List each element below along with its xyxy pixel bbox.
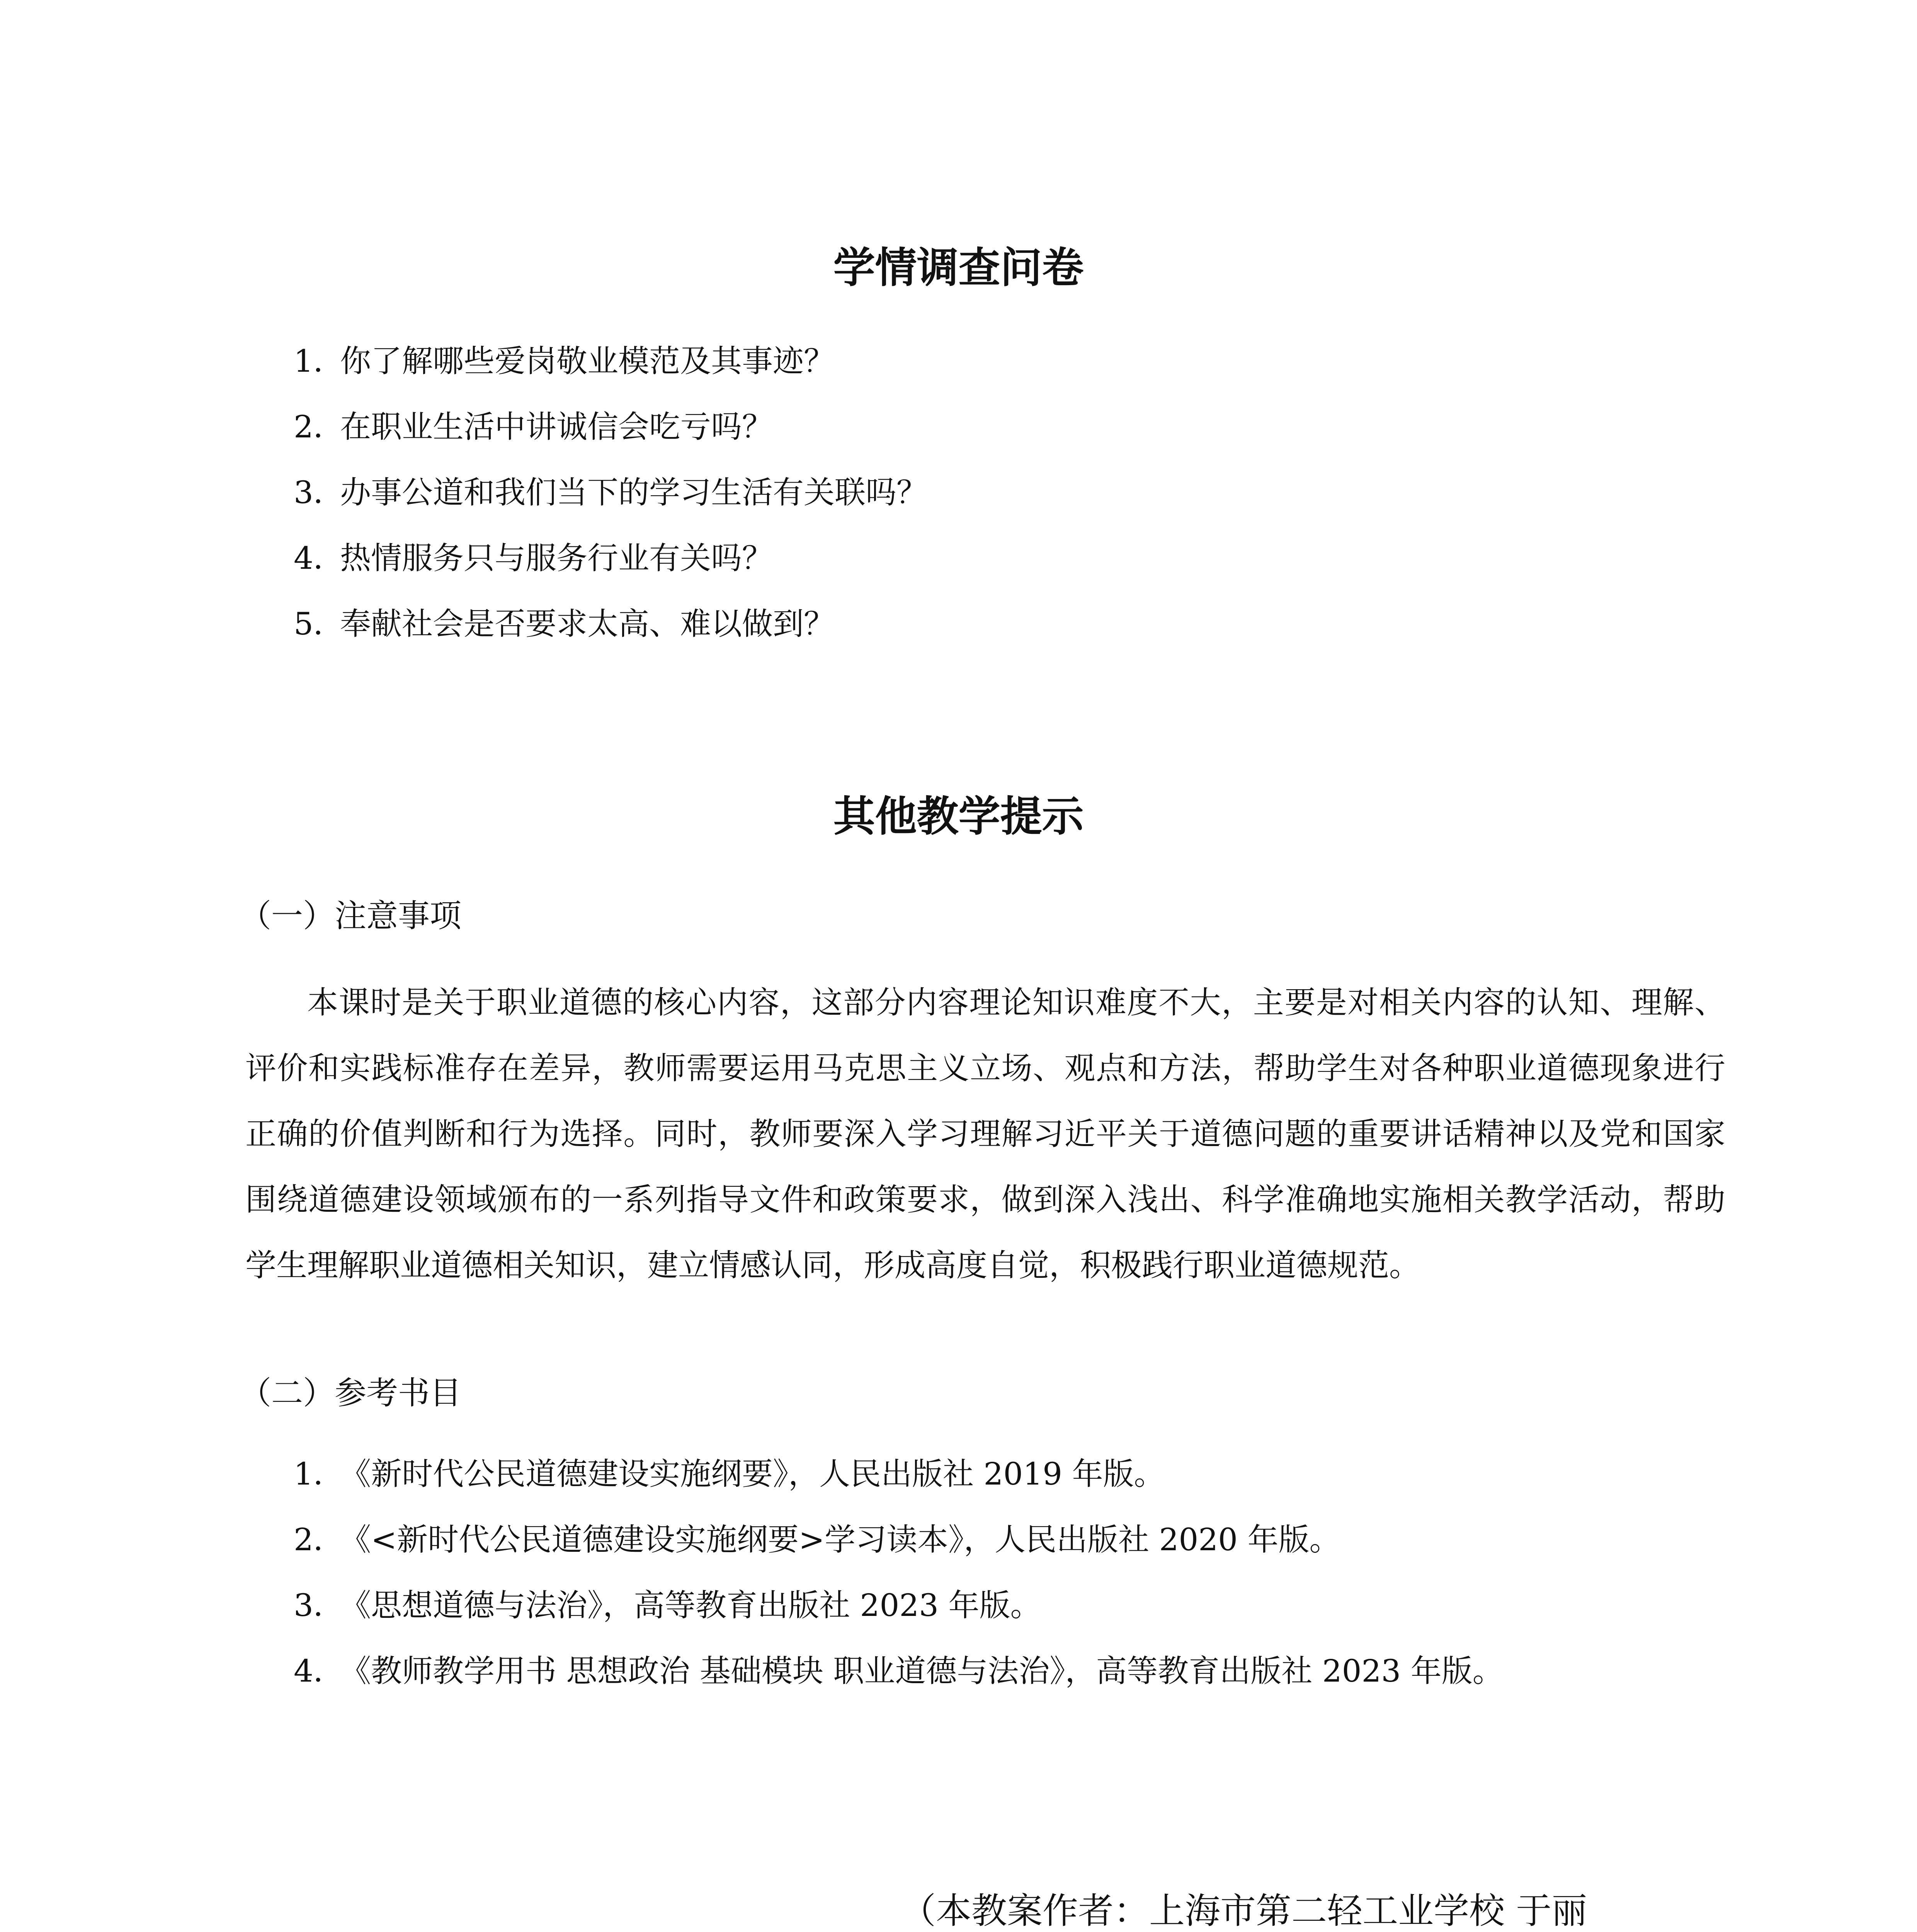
question-text: 奉献社会是否要求太高、难以做到？ [340, 606, 835, 642]
reference-number: 1． [294, 1456, 344, 1492]
survey-question-3 [294, 474, 927, 510]
question-number: 5． [294, 606, 344, 642]
author-credit-line-1: （本教案作者：上海市第二轻工业学校 于丽 [900, 1890, 1587, 1932]
reference-item-2 [294, 1522, 1340, 1558]
reference-text: 《新时代公民道德建设实施纲要》，人民出版社 2019 年版。 [340, 1456, 1165, 1492]
reference-item-3 [294, 1587, 1041, 1623]
question-text: 热情服务只与服务行业有关吗？ [340, 540, 773, 576]
question-number: 4． [294, 540, 344, 576]
tips-title: 其他教学提示 [833, 793, 1084, 841]
reference-number: 2． [294, 1522, 344, 1558]
question-text: 办事公道和我们当下的学习生活有关联吗？ [340, 474, 927, 510]
question-number: 3． [294, 474, 344, 510]
reference-number: 4． [294, 1653, 344, 1689]
question-text: 你了解哪些爱岗敬业模范及其事迹？ [340, 343, 835, 379]
reference-number: 3． [294, 1587, 344, 1623]
question-number: 2． [294, 409, 344, 445]
survey-question-4 [294, 540, 773, 576]
survey-question-5 [294, 606, 835, 642]
reference-text: 《<新时代公民道德建设实施纲要>学习读本》，人民出版社 2020 年版。 [340, 1522, 1340, 1558]
question-number: 1． [294, 343, 344, 379]
reference-text: 《教师教学用书 思想政治 基础模块 职业道德与法治》，高等教育出版社 2023 年版。 [340, 1653, 1504, 1689]
question-text: 在职业生活中讲诚信会吃亏吗？ [340, 409, 773, 445]
survey-title: 学情调查问卷 [833, 244, 1084, 292]
reference-item-1 [294, 1456, 1165, 1492]
notes-heading: （一）注意事项 [240, 898, 462, 934]
notes-paragraph: 本课时是关于职业道德的核心内容，这部分内容理论知识难度不大，主要是对相关内容的认知、理解、评价和实践标准存在差异，教师需要运用马克思主义立场、观点和方法，帮助学生对各种职业道德现象进行正确的价值判断和行为选择。同时，教师要深入学习理解习近平关于道德问题的重要讲话精神以及党和国家围绕道德建设领域颁布的一系列指导文件和政策要求，做到深入浅出、科学准确地实施相关教学活动，帮助学生理解职业道德相关知识，建立情感认同，形成高度自觉，积极践行职业道德规范。 [245, 985, 1725, 1283]
references-heading: （二）参考书目 [240, 1375, 462, 1412]
reference-text: 《思想道德与法治》，高等教育出版社 2023 年版。 [340, 1587, 1041, 1623]
reference-item-4 [294, 1653, 1504, 1689]
survey-question-2 [294, 409, 773, 445]
survey-question-1 [294, 343, 835, 379]
